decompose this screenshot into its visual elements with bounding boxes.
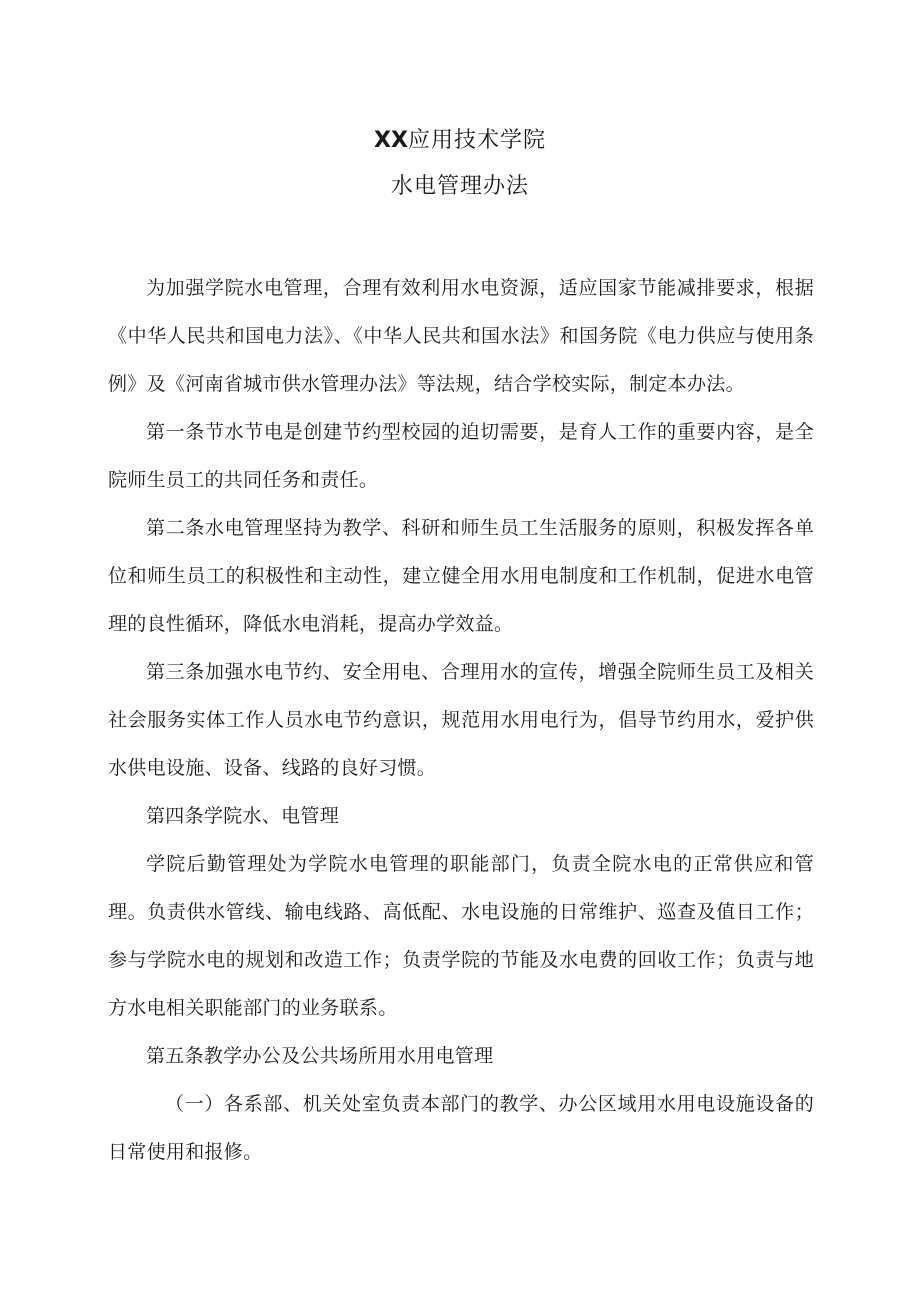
paragraph-article-5-heading: 第五条教学办公及公共场所用水用电管理 <box>146 1045 494 1067</box>
title-line1-rest: 应用技术学院 <box>407 128 546 153</box>
paragraph-article-4-body: 学院后勤管理处为学院水电管理的职能部门，负责全院水电的正常供应和管理。负责供水管线、输电线路、高低配、水电设施的日常维护、巡查及值日工作；参与学院水电的规划和改造工作；负责学院的节能及水电费的回收工作；负责与地方水电相关职能部门的业务联系。 <box>108 853 814 1019</box>
document-title-line1 <box>0 126 920 156</box>
paragraph-article-2: 第二条水电管理坚持为教学、科研和师生员工生活服务的原则，积极发挥各单位和师生员工的积极性和主动性，建立健全用水用电制度和工作机制，促进水电管理的良性循环，降低水电消耗，提高办学效益。 <box>108 517 814 635</box>
paragraph-article-5-item-1: （一）各系部、机关处室负责本部门的教学、办公区域用水用电设施设备的日常使用和报修。 <box>108 1093 814 1163</box>
title-prefix: XX <box>374 128 408 153</box>
paragraph-article-3: 第三条加强水电节约、安全用电、合理用水的宣传，增强全院师生员工及相关社会服务实体工作人员水电节约意识，规范用水用电行为，倡导节约用水，爱护供水供电设施、设备、线路的良好习惯。 <box>108 661 814 779</box>
paragraph-preamble: 为加强学院水电管理，合理有效利用水电资源，适应国家节能减排要求，根据《中华人民共和国电力法》、《中华人民共和国水法》和国务院《电力供应与使用条例》及《河南省城市供水管理办法》等法规，结合学校实际，制定本办法。 <box>108 277 814 395</box>
document-body <box>108 264 814 1176</box>
document-title-line2: 水电管理办法 <box>390 174 529 199</box>
paragraph-article-4-heading: 第四条学院水、电管理 <box>146 805 340 827</box>
paragraph-article-1: 第一条节水节电是创建节约型校园的迫切需要，是育人工作的重要内容，是全院师生员工的共同任务和责任。 <box>108 421 814 491</box>
